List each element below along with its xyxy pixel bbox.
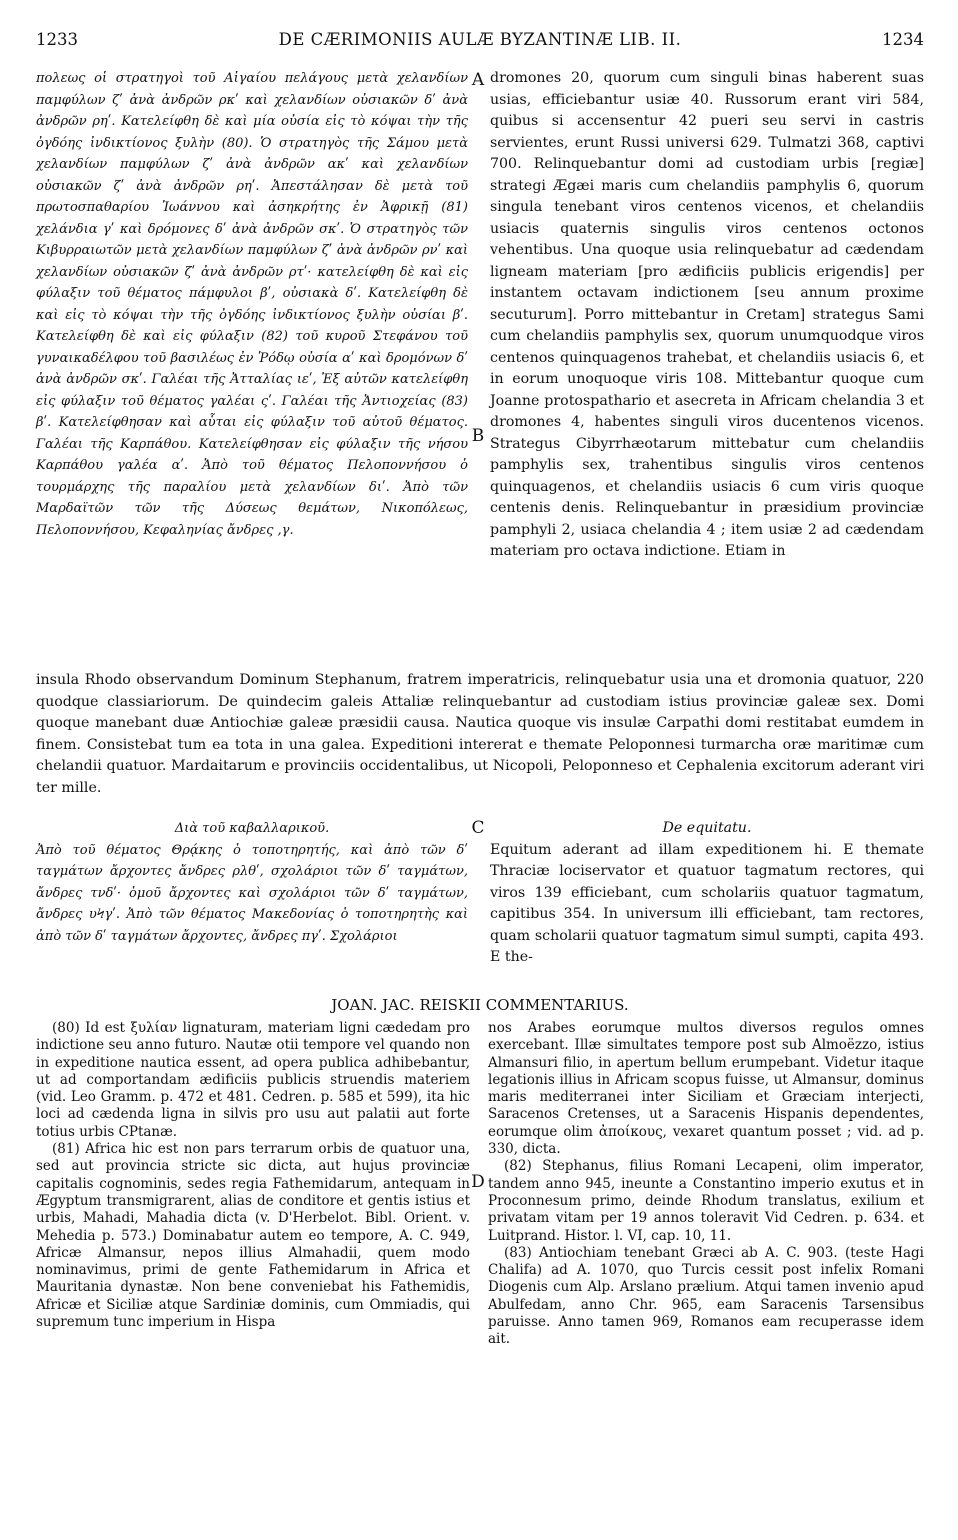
footnote-81: (81) Africa hic est non pars terrarum orbis de quatuor una, sed aut provincia stricte sic dicta, aut hujus provinciæ capitalis cognominis, sedes regia Fathemidarum, antequam in Ægyptum transmigrarent, alias de conditore et gentis istius et urbis, Mahadi, Mahadia dicta (v. D'Herbelot. Bibl. Orient. v. Mehedia p. 573.) Dominabatur autem eo tempore, A. C. 949, Africæ Almansur, nepos illius Almahadii, quem modo nominavimus, primi de gente Fathemidarum in Africa et Mauritania dynastæ. Non bene conveniebat his Fathemidis, Africæ et Siciliæ atque Sardiniæ dominis, cum Ommiadis, qui supremum tunc imperium in Hispa (36, 1141, 470, 1331)
running-title: DE CÆRIMONIIS AULÆ BYZANTINÆ LIB. II. (278, 30, 682, 49)
greek-section-heading: Διὰ τοῦ καβαλλαρικοῦ. (174, 821, 330, 836)
latin-section-heading: De equitatu. (662, 820, 752, 836)
latin-section-2 (490, 818, 924, 998)
full-width-latin-text: insula Rhodo observandum Dominum Stephanum, fratrem imperatricis, relinquebatur usia una et dromonia quatuor, 220 quodque classiariorum. De quindecim galeis Attaliæ relinquebantur ad custodiam istius provinciæ galeæ sex. Domi quoque manebant duæ Antiochiæ galeæ præsidii causa. Nautica quoque vis insulæ Carpathi domi restitabat eumdem in finem. Consistebat tum ea tota in una galea. Expeditioni intererat e themate Peloponnesi turmarcha oræ maritimæ cum chelandii quatuor. Mardaitarum e provinciis occidentalibus, ut Nicopoli, Peloponneso et Cephalenia excitorum aderant viri ter mille. (36, 672, 924, 796)
margin-marker-b: B (471, 426, 485, 446)
notes-left-column (36, 1020, 470, 1520)
latin-text-block-2: Equitum aderant ad illam expeditionem hi. E themate Thraciæ lociservator et quatuor tagmatum rectores, qui viros 139 efficiebant, cum scholariis quatuor tagmatum, capitibus 354. In universum illi efficiebant, tam rectores, quam scholarii quatuor tagmatum simul sumpti, capita 493. E the- (490, 841, 924, 965)
footnote-80: (80) Id est ξυλίαν lignaturam, materiam ligni cædedam pro indictione seu anno futuro. Nautæ otii tempore vel quando non in expeditione nautica essent, ad opera publica adhibebantur, ut ad comportandam ædificiis publicis struendis materiem (vid. Leo Gramm. p. 472 et 481. Cedren. p. 585 et 599), ita hic loci ad cædenda ligna in silvis pro usu aut palatii aut forte totius urbis CPtanæ. (36, 1020, 470, 1140)
greek-text-block-1: πολεως οἱ στρατηγοὶ τοῦ Αἰγαίου πελάγους μετὰ χελανδίων παμφύλων ζʹ ἀνὰ ἀνδρῶν ρκʹ καὶ χελανδίων οὐσιακῶν δʹ ἀνὰ ἀνδρῶν ρηʹ. Κατελείφθη δὲ καὶ μία οὐσία εἰς τὸ κόψαι τὴν τῆς ὀγδόης ἰνδικτίονος ξυλὴν (80). Ὁ στρατηγὸς τῆς Σάμου μετὰ χελανδίων παμφύλων ζʹ ἀνὰ ἀνδρῶν ακʹ καὶ χελανδίων οὐσιακῶν ζʹ ἀνὰ ἀνδρῶν ρηʹ. Ἀπεστάλησαν δὲ μετὰ τοῦ πρωτοσπαθαρίου Ἰωάννου καὶ ἀσηκρήτης ἐν Ἀφρικῇ (81) χελάνδια γʹ καὶ δρόμονες δʹ ἀνὰ ἀνδρῶν σκʹ. Ὁ στρατηγὸς τῶν Κιβυρραιωτῶν μετὰ χελανδίων παμφύλων ζʹ ἀνὰ ἀνδρῶν ρνʹ καὶ χελανδίων οὐσιακῶν ζʹ ἀνὰ ἀνδρῶν ρτʹ· κατελείφθη δὲ καὶ εἰς φύλαξιν τοῦ θέματος πάμφυλοι βʹ, οὐσιακὰ δʹ. Κατελείφθη δὲ καὶ εἰς τὸ κόψαι τὴν τῆς ὀγδόης ἰνδικτίονος ξυλὴν οὐσίαι βʹ. Κατελείφθη δὲ καὶ εἰς φύλαξιν (82) τοῦ κυροῦ Στεφάνου τοῦ γυναικαδέλφου τοῦ βασιλέως ἐν Ῥόδῳ οὐσία αʹ καὶ δρομόνων δʹ ἀνὰ ἀνδρῶν σκʹ. Γαλέαι τῆς Ἀτταλίας ιεʹ, Ἐξ αὐτῶν κατελείφθη εἰς φύλαξιν τοῦ θέματος γαλέαι ςʹ. Γαλέαι τῆς Ἀντιοχείας (83) βʹ. Κατελείφθησαν καὶ αὗται εἰς φύλαξιν τοῦ αὐτοῦ θέματος. Γαλέαι τῆς Καρπάθου. Κατελείφθησαν εἰς φύλαξιν τῆς νήσου Καρπάθου γαλέα αʹ. Ἀπὸ τοῦ θέματος Πελοποννήσου ὁ τουρμάρχης τῆς παραλίου μετὰ χελανδίων διʹ. Ἀπὸ τῶν Μαρδαϊτῶν τῶν τῆς Δύσεως θεμάτων, Νικοπόλεως, Πελοποννήσου, Κεφαληνίας ἄνδρες ,γ. (36, 71, 468, 538)
page-number-right: 1234 (882, 30, 924, 49)
page-number-left: 1233 (36, 30, 78, 49)
greek-text-block-2: Ἀπὸ τοῦ θέματος Θρᾴκης ὁ τοποτηρητής, καὶ ἀπὸ τῶν δʹ ταγμάτων ἄρχοντες ἄνδρες ρλθʹ, σχολάριοι τῶν δʹ ταγμάτων, ἄνδρες τνδʹ· ὁμοῦ ἄρχοντες καὶ σχολάριοι τῶν δʹ ταγμάτων, ἄνδρες υϞγʹ. Ἀπὸ τῶν θέματος Μακεδονίας ὁ τοποτηρητὴς καὶ ἀπὸ τῶν δʹ ταγμάτων ἄρχοντες, ἄνδρες πγʹ. Σχολάριοι (36, 842, 468, 944)
running-header (36, 30, 924, 54)
footnote-81-continued: nos Arabes eorumque multos diversos regulos omnes exercebant. Illæ simultates tempore post sub Almoëzzo, istius Almansuri filio, in apertum bellum erumpebant. Videtur itaque legationis illius in Africam scopus fuisse, ut Almansur, dominus maris mediterranei inter Siciliam et Græciam interjecti, Saracenos Cretenses, ut a Saracenis Hispanis dependentes, eorumque olim ἀποίκους, vexaret quantum posset ; vid. ad p. 330, dicta. (488, 1020, 924, 1158)
latin-text-block-1: dromones 20, quorum cum singuli binas haberent suas usias, efficiebantur usiæ 40. Russorum erant viri 584, quibus si accensentur 42 pueri seu servi in castris servientes, erunt Russi universi 629. Tulmatzi 368, captivi 700. Relinquebantur domi ad custodiam urbis [regiæ] strategi Ægæi maris cum chelandiis pamphylis 6, quorum singula tenebant viros centenos vicenos, et chelandiis usiacis quaternis singulis viros centenos octonos vehentibus. Una quoque usia relinquebatur ad cædendam ligneam materiam [pro ædificiis publicis erigendis] per instantem octavam indictionem [seu annum proxime secuturum]. Porro mittebantur in Cretam] strategus Sami cum chelandiis pamphylis sex, quorum unumquodque viros centenos quinquagenos trahebat, et chelandiis usiacis 6, et in eorum unoquoque viris 108. Mittebantur quoque cum Joanne protospathario et asecreta in Africam chelandia 3 et dromones 4, habentes singuli viros ducentenos vicenos. Strategus Cibyrrhæotarum mittebatur cum chelandiis pamphylis sex, trahentibus singulis viros centenos quinquagenos, et chelandiis usiacis 6 cum viris quoque centenis denis. Relinquebantur in præsidium provinciæ pamphyli 2, usiaca chelandia 4 ; item usiæ 2 ad cædendam materiam pro octava indictione. Etiam in (490, 70, 924, 559)
footnote-83: (83) Antiochiam tenebant Græci ab A. C. 903. (teste Hagi Chalifa) ad A. 1070, quo Turcis cessit post infelix Romani Diogenis cum Alp. Arslano prælium. Atqui tamen invenio apud Abulfedam, anno Chr. 965, eam Saracenis Tarsensibus paruisse. Anno tamen 969, Romanos eam recuperasse idem ait. (488, 1244, 924, 1348)
greek-section-2 (36, 818, 468, 998)
margin-marker-c: C (471, 818, 485, 838)
margin-marker-d: D (471, 1172, 485, 1192)
margin-marker-a: A (471, 70, 485, 90)
notes-right-column (488, 1020, 924, 1520)
footnote-82: (82) Stephanus, filius Romani Lecapeni, olim imperator, tandem anno 945, ineunte a Constantino imperio exutus et in Proconnesum primo, deinde Rhodum translatus, exilium et privatam vitam per 19 annos toleravit Vid Cedren. p. 634. et Luitprand. Histor. l. VI, cap. 10, 11. (488, 1158, 924, 1244)
commentary-title: JOAN. JAC. REISKII COMMENTARIUS. (331, 996, 629, 1014)
